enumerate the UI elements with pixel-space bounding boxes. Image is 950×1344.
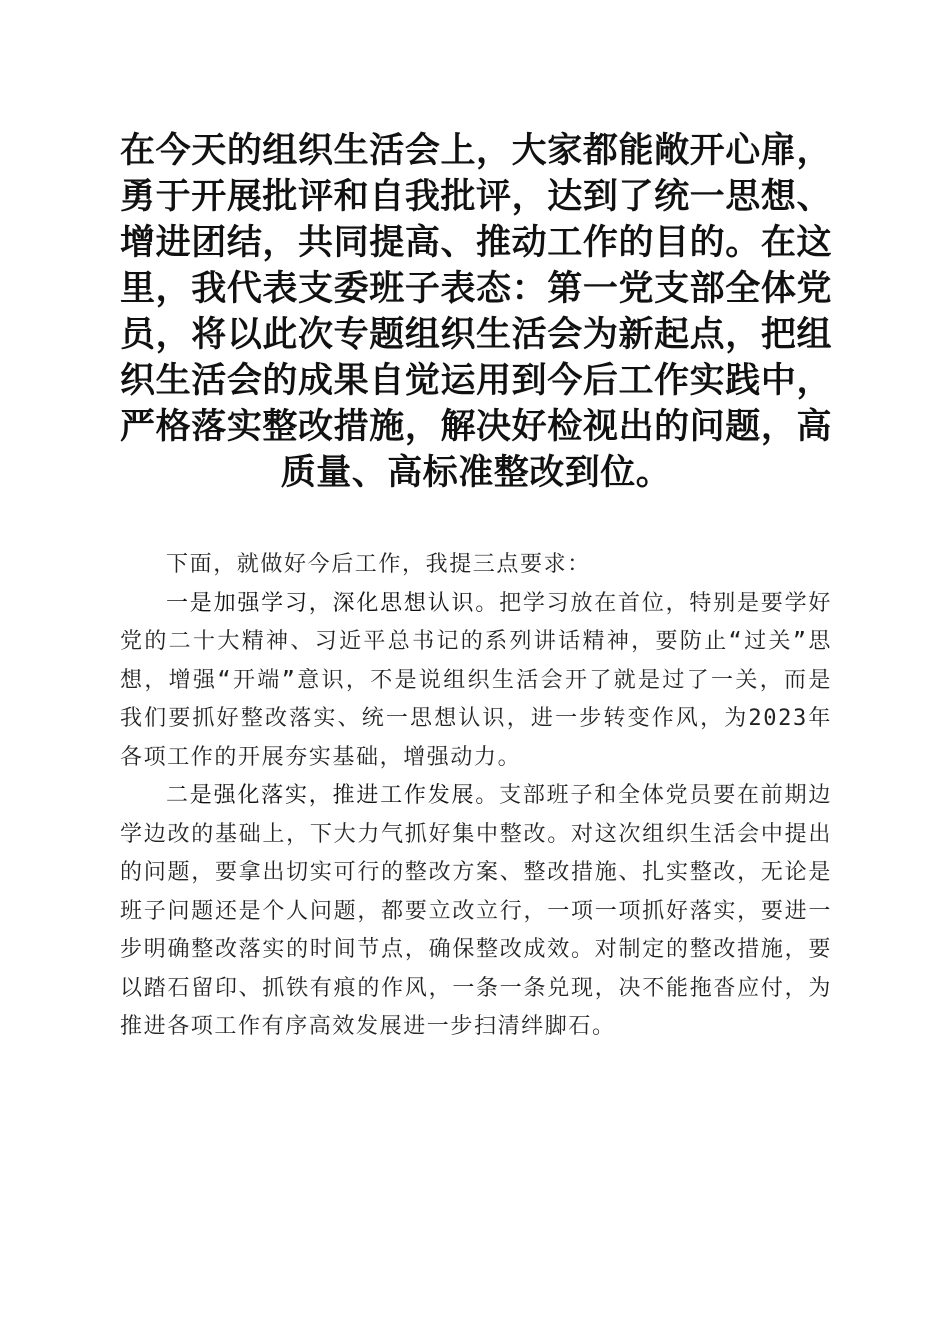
document-title: 在今天的组织生活会上，大家都能敞开心扉，勇于开展批评和自我批评，达到了统一思想、增进团结，共同提高、推动工作的目的。在这里，我代表支委班子表态：第一党支部全体党员，将以此次专题组织生活会为新起点，把组织生活会的成果自觉运用到今后工作实践中，严格落实整改措施，解决好检视出的问题，高质量、高标准整改到位。 [120,130,832,493]
point-text-1: 把学习放在首位，特别是要学好党的二十大精神、习近平总书记的系列讲话精神，要防止“过关”思想，增强“开端”意识，不是说组织生活会开了就是过了一关，而是我们要抓好整改落实、统一思想认识，进一步转变作风，为2023年各项工作的开展夯实基础，增强动力。 [120,590,832,770]
point-text-2: 支部班子和全体党员要在前期边学边改的基础上，下大力气抓好集中整改。对这次组织生活会中提出的问题，要拿出切实可行的整改方案、整改措施、扎实整改，无论是班子问题还是个人问题，都要立改立行，一项一项抓好落实，要进一步明确整改落实的时间节点，确保整改成效。对制定的整改措施，要以踏石留印、抓铁有痕的作风，一条一条兑现，决不能拖沓应付，为推进各项工作有序高效发展进一步扫清绊脚石。 [120,783,832,1039]
document-body [120,546,832,1047]
intro-paragraph: 下面，就做好今后工作，我提三点要求： [166,552,591,577]
point-paragraph-1 [120,585,832,778]
point-lead-2: 二是强化落实，推进工作发展。 [166,783,500,808]
point-paragraph-2 [120,777,832,1047]
point-lead-1: 一是加强学习，深化思想认识。 [166,590,500,616]
